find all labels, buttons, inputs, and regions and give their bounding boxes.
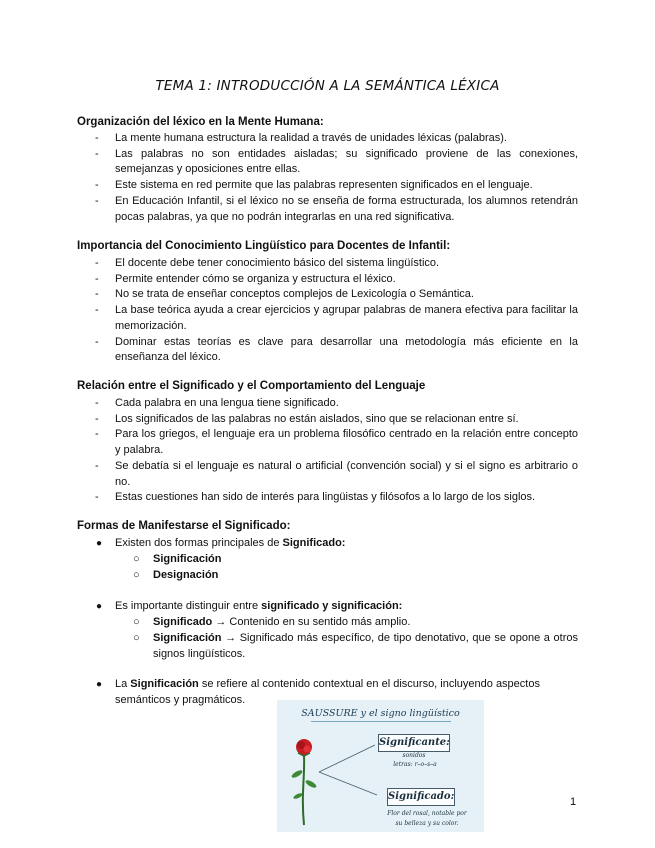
figure-title: SAUSSURE y el signo lingüístico	[277, 708, 484, 722]
list-item: - La base teórica ayuda a crear ejercicios y agrupar palabras de manera efectiva para facilitar la memorización.	[95, 303, 578, 334]
circle-bullet-icon: ○	[133, 616, 140, 628]
sub-bullet-bold-text: Significación	[153, 632, 222, 644]
bullet-bold-text: Significado:	[282, 537, 346, 549]
sub-bullet-text: → Significado más específico, de tipo denotativo, que se opone a otros signos lingüísticos.	[153, 632, 578, 660]
sub-bullet-item	[133, 552, 578, 568]
bullet-bold-text: significado y significación:	[261, 600, 403, 612]
circle-bullet-icon: ○	[133, 632, 140, 644]
page-number: 1	[570, 796, 577, 808]
significante-note: sonidos	[402, 752, 426, 759]
list-item: - Este sistema en red permite que las palabras representen significados en el lenguaje.	[95, 178, 578, 194]
list-item: - Los significados de las palabras no están aislados, sino que se relacionan entre sí.	[95, 412, 578, 428]
list-item: - Permite entender cómo se organiza y estructura el léxico.	[95, 272, 578, 288]
list-item: - Estas cuestiones han sido de interés para lingüistas y filósofos a lo largo de los siglos.	[95, 490, 578, 506]
circle-bullet-icon: ○	[133, 569, 140, 581]
circle-bullet-icon: ○	[133, 553, 140, 565]
section-heading-formas: Formas de Manifestarse el Significado:	[77, 520, 291, 532]
bullet-text: Existen dos formas principales de	[115, 537, 283, 549]
bullet-text: La	[115, 678, 131, 690]
section-heading-relacion: Relación entre el Significado y el Comportamiento del Lenguaje	[77, 380, 426, 392]
bullet-item	[96, 536, 578, 552]
list-item: - Se debatía si el lenguaje es natural o artificial (convención social) y si el signo es arbitrario o no.	[95, 459, 578, 490]
bullet-text: Es importante distinguir entre	[115, 600, 262, 612]
list-relacion	[95, 396, 578, 506]
list-item: - Las palabras no son entidades aisladas; su significado proviene de las conexiones, semejanzas y oposiciones entre ellas.	[95, 147, 578, 178]
bullet-dot-icon: ●	[96, 538, 103, 549]
sub-bullet-item	[133, 568, 578, 584]
sub-bullet-text: → Contenido en su sentido más amplio.	[212, 616, 411, 628]
list-importancia	[95, 256, 578, 366]
list-item: - La mente humana estructura la realidad a través de unidades léxicas (palabras).	[95, 131, 578, 147]
page-title: TEMA 1: INTRODUCCIÓN A LA SEMÁNTICA LÉXICA	[155, 78, 500, 94]
sub-bullet-item	[133, 615, 578, 631]
bullet-bold-text: Significación	[130, 678, 199, 690]
significado-note: Flor del rosal, notable por	[387, 810, 467, 817]
list-item: - El docente debe tener conocimiento básico del sistema lingüístico.	[95, 256, 578, 272]
sub-bullet-item	[133, 631, 578, 662]
bullet-item	[96, 599, 578, 615]
significado-box: Significado:	[387, 788, 455, 806]
list-item: - No se trata de enseñar conceptos complejos de Lexicología o Semántica.	[95, 287, 578, 303]
list-item: - Cada palabra en una lengua tiene significado.	[95, 396, 578, 412]
significante-note: letras: r–o–s–a	[393, 761, 437, 768]
significado-note: su belleza y su color.	[395, 820, 459, 827]
list-item: - Dominar estas teorías es clave para desarrollar una metodología más eficiente en la enseñanza del léxico.	[95, 335, 578, 366]
significante-box: Significante:	[378, 734, 450, 752]
bullet-dot-icon: ●	[96, 679, 103, 690]
section-heading-organizacion: Organización del léxico en la Mente Humana:	[77, 116, 324, 128]
bullet-dot-icon: ●	[96, 601, 103, 612]
list-organizacion	[95, 131, 578, 225]
sub-bullet-text: Significación	[153, 553, 222, 565]
sub-bullet-bold-text: Significado	[153, 616, 213, 628]
list-item: - En Educación Infantil, si el léxico no se enseña de forma estructurada, los alumnos retendrán pocas palabras, ya que no podrán integrarlas en una red significativa.	[95, 194, 578, 225]
list-item: - Para los griegos, el lenguaje era un problema filosófico centrado en la relación entre concepto y palabra.	[95, 427, 578, 458]
bullet-text: se refiere al contenido contextual en el discurso, incluyendo aspectos semánticos y pragmáticos.	[115, 678, 540, 706]
sub-bullet-text: Designación	[153, 569, 219, 581]
saussure-figure	[277, 700, 484, 832]
section-heading-importancia: Importancia del Conocimiento Lingüístico para Docentes de Infantil:	[77, 240, 451, 252]
